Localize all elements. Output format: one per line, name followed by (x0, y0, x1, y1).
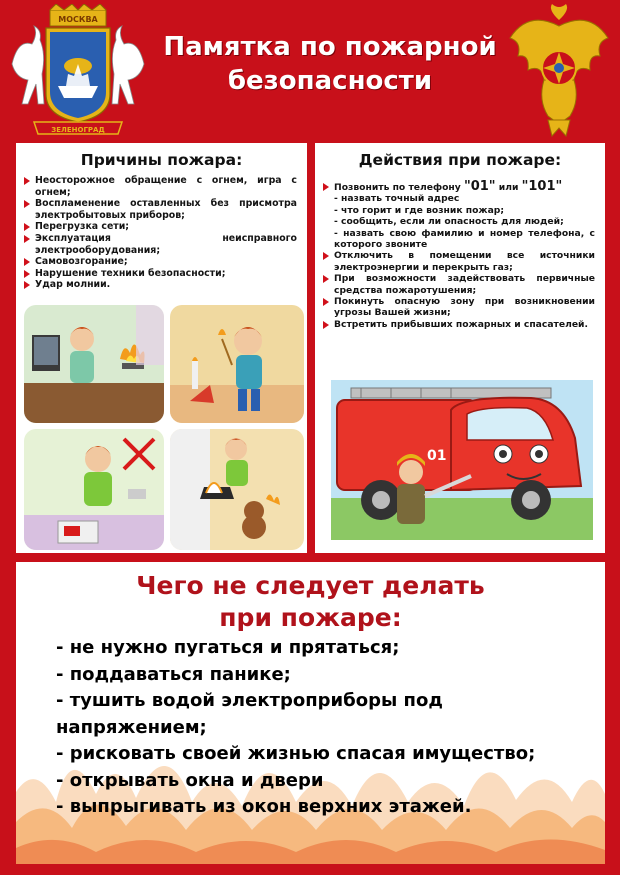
cause-item: Неосторожное обращение с огнем, игра с огнем; (24, 175, 297, 198)
phone-number-101: "101" (521, 179, 563, 194)
illustration-boy-at-computer (24, 305, 164, 423)
coat-ribbon-text: ЗЕЛЕНОГРАД (51, 126, 105, 134)
dont-item: - выпрыгивать из окон верхних этажей. (56, 796, 472, 817)
donts-title-line-2: при пожаре: (219, 603, 402, 632)
red-arrow-bullet-icon (323, 252, 329, 260)
red-arrow-bullet-icon (24, 235, 30, 243)
red-arrow-bullet-icon (24, 177, 30, 185)
donts-title-line-1: Чего не следует делать (136, 571, 485, 600)
causes-panel (16, 143, 307, 553)
title-line-2: безопасности (227, 66, 433, 96)
illustration-boy-with-match (170, 305, 304, 423)
illustration-boy-with-iron (170, 429, 304, 550)
header (0, 0, 620, 140)
call-subitem: - сообщить, если ли опасность для людей; (334, 216, 564, 228)
actions-panel (315, 143, 605, 553)
dont-item: напряжением; (56, 716, 207, 738)
title-line-1: Памятка по пожарной (163, 32, 497, 62)
poster-title (150, 30, 510, 98)
call-subitem: - назвать точный адрес (334, 193, 460, 205)
dont-item: - поддаваться панике; (56, 663, 291, 685)
action-item: Встретить прибывших пожарных и спасателей. (323, 319, 595, 330)
action-item: Отключить в помещении все источники электроэнергии и перекрыть газ; (323, 250, 595, 273)
cause-item: Нарушение техники безопасности; (24, 268, 297, 280)
causes-illustrations (24, 305, 304, 550)
dont-item: - открывать окна и двери (56, 769, 324, 791)
donts-title (16, 570, 605, 634)
cause-item: Воспламенение оставленных без присмотра электробытовых приборов; (24, 198, 297, 221)
call-subitem: - что горит и где возник пожар; (334, 204, 505, 216)
actions-list (315, 181, 605, 330)
donts-panel (16, 562, 605, 864)
coat-banner-text: МОСКВА (58, 15, 98, 24)
red-arrow-bullet-icon (24, 200, 30, 208)
red-arrow-bullet-icon (323, 298, 329, 306)
donts-list (56, 635, 535, 821)
red-arrow-bullet-icon (24, 223, 30, 231)
red-arrow-bullet-icon (24, 270, 30, 278)
dont-item: - рисковать своей жизнью спасая имущество; (56, 743, 536, 764)
actions-heading: Действия при пожаре: (358, 151, 562, 169)
red-arrow-bullet-icon (323, 183, 329, 191)
cause-item: Удар молнии. (24, 279, 297, 291)
red-arrow-bullet-icon (323, 321, 329, 329)
emercom-eagle-emblem (508, 4, 610, 138)
call-subitem: - назвать свою фамилию и номер телефона, с которого звоните (334, 227, 595, 251)
cause-item: Эксплуатация неисправного электрооборудования; (24, 233, 297, 256)
district-coat-of-arms (8, 4, 148, 138)
action-item: Покинуть опасную зону при возникновении угрозы Вашей жизни; (323, 296, 595, 319)
causes-list (16, 175, 307, 291)
fire-truck-illustration (331, 380, 593, 540)
red-arrow-bullet-icon (24, 258, 30, 266)
truck-number-label: 01 (427, 448, 447, 464)
red-arrow-bullet-icon (323, 275, 329, 283)
illustration-boy-with-socket (24, 429, 164, 550)
action-item: При возможности задействовать первичные средства пожаротушения; (323, 273, 595, 296)
dont-item: - не нужно пугаться и прятаться; (56, 637, 400, 658)
phone-number-01: "01" (463, 179, 496, 194)
cause-item: Перегрузка сети; (24, 221, 297, 233)
cause-item: Самовозгорание; (24, 256, 297, 268)
action-item-call: Позвонить по телефону "01" или "101" (323, 181, 595, 193)
red-arrow-bullet-icon (24, 281, 30, 289)
dont-item: - тушить водой электроприборы под (56, 690, 443, 711)
causes-heading: Причины пожара: (80, 151, 243, 169)
